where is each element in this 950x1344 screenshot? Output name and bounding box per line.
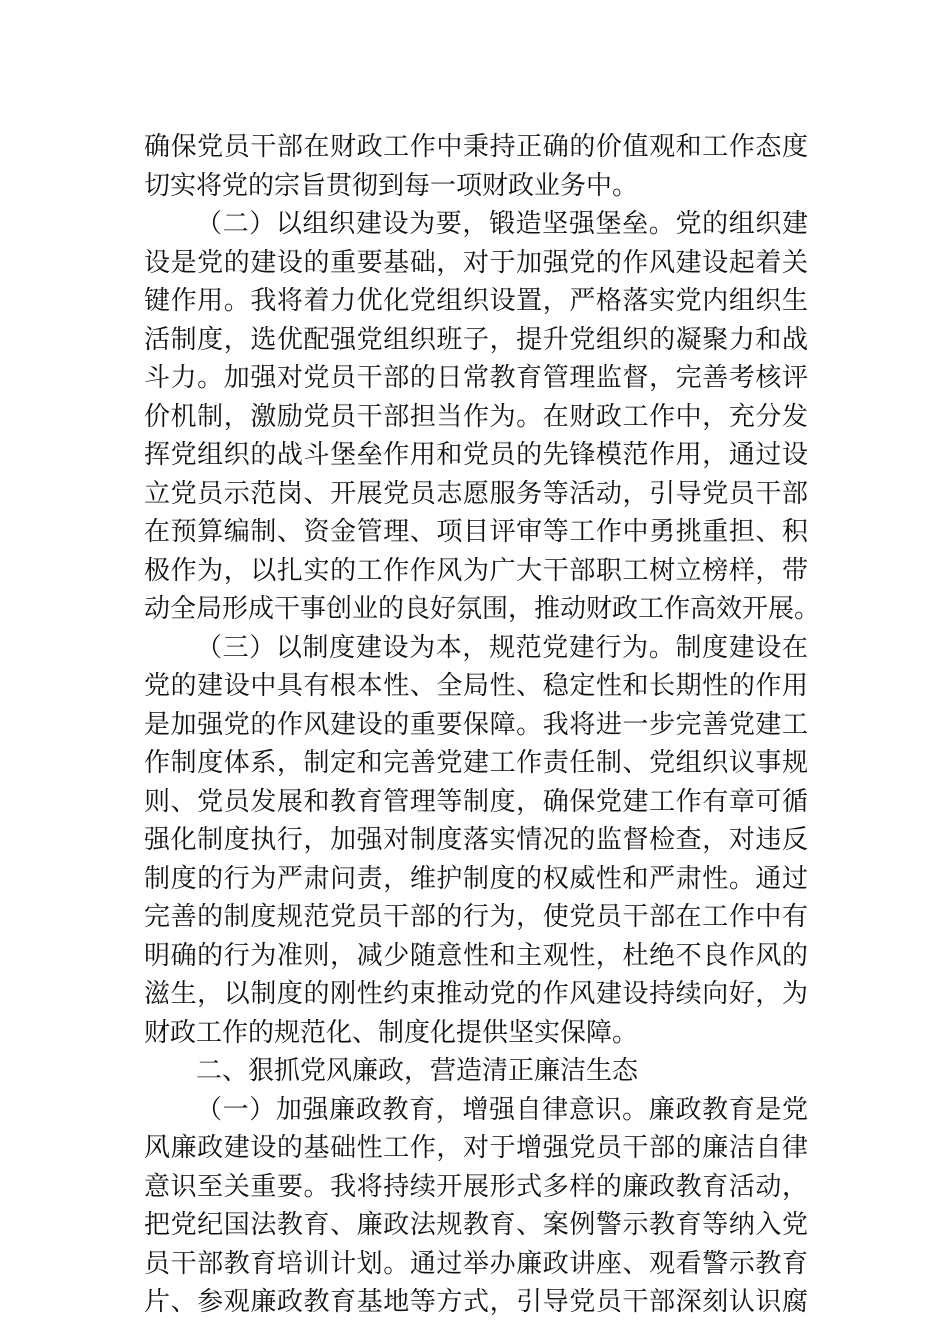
body-text (144, 128, 821, 1322)
text-line: 员干部教育培训计划。通过举办廉政讲座、观看警示教育 (144, 1248, 808, 1279)
text-line: 挥党组织的战斗堡垒作用和党员的先锋模范作用，通过设 (144, 440, 808, 470)
text-line: 片、参观廉政教育基地等方式，引导党员干部深刻认识腐 (144, 1287, 808, 1317)
text-line: 活制度，选优配强党组织班子，提升党组织的凝聚力和战 (144, 324, 808, 355)
text-line: （二）以组织建设为要，锻造坚强堡垒。党的组织建 (196, 209, 808, 239)
text-line: 完善的制度规范党员干部的行为，使党员干部在工作中有 (144, 902, 808, 932)
text-line: 二、狠抓党风廉政，营造清正廉洁生态 (196, 1056, 639, 1086)
text-line: 极作为，以扎实的工作作风为广大干部职工树立榜样，带 (144, 555, 808, 586)
text-line: （一）加强廉政教育，增强自律意识。廉政教育是党 (196, 1094, 808, 1125)
text-line: 确保党员干部在财政工作中秉持正确的价值观和工作态度 (144, 132, 808, 162)
text-line: 价机制，激励党员干部担当作为。在财政工作中，充分发 (144, 401, 808, 432)
text-line: 财政工作的规范化、制度化提供坚实保障。 (144, 1017, 639, 1048)
text-line: 斗力。加强对党员干部的日常教育管理监督，完善考核评 (144, 363, 808, 393)
text-line: 动全局形成干事创业的良好氛围，推动财政工作高效开展。 (144, 594, 821, 624)
text-line: 明确的行为准则，减少随意性和主观性，杜绝不良作风的 (144, 940, 808, 971)
text-line: 设是党的建设的重要基础，对于加强党的作风建设起着关 (144, 247, 808, 278)
text-line: 作制度体系，制定和完善党建工作责任制、党组织议事规 (144, 748, 808, 778)
text-line: 在预算编制、资金管理、项目评审等工作中勇挑重担、积 (144, 517, 808, 547)
text-line: 切实将党的宗旨贯彻到每一项财政业务中。 (144, 170, 639, 201)
text-line: 党的建设中具有根本性、全局性、稳定性和长期性的作用 (144, 671, 808, 701)
text-line: 立党员示范岗、开展党员志愿服务等活动，引导党员干部 (144, 478, 808, 509)
text-line: （三）以制度建设为本，规范党建行为。制度建设在 (196, 632, 808, 663)
text-line: 则、党员发展和教育管理等制度，确保党建工作有章可循 (144, 786, 808, 817)
text-line: 风廉政建设的基础性工作，对于增强党员干部的廉洁自律 (144, 1133, 808, 1163)
text-line: 意识至关重要。我将持续开展形式多样的廉政教育活动， (144, 1171, 808, 1202)
text-line: 制度的行为严肃问责，维护制度的权威性和严肃性。通过 (144, 863, 808, 894)
text-line: 滋生，以制度的刚性约束推动党的作风建设持续向好，为 (144, 979, 808, 1009)
text-line: 键作用。我将着力优化党组织设置，严格落实党内组织生 (144, 286, 808, 316)
text-line: 是加强党的作风建设的重要保障。我将进一步完善党建工 (144, 709, 808, 740)
text-line: 把党纪国法教育、廉政法规教育、案例警示教育等纳入党 (144, 1210, 808, 1240)
text-line: 强化制度执行，加强对制度落实情况的监督检查，对违反 (144, 825, 808, 855)
